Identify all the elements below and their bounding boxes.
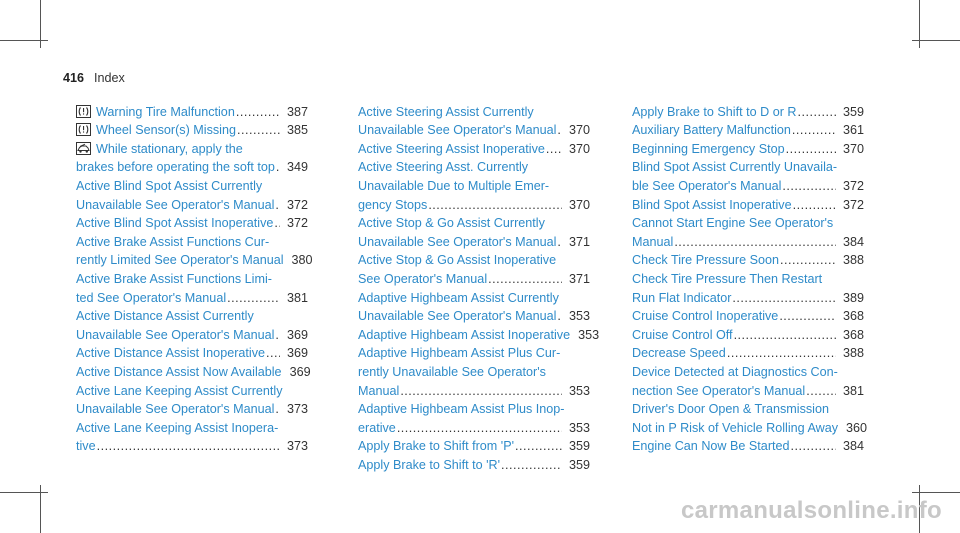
dot-leader <box>557 309 562 323</box>
page-reference[interactable]: 370 <box>568 123 590 138</box>
index-entry-line <box>76 100 308 119</box>
index-entry-line <box>358 119 590 138</box>
dot-leader <box>400 384 562 398</box>
index-entry-text[interactable]: Wheel Sensor(s) Missing <box>96 123 236 138</box>
page-reference[interactable]: 384 <box>842 234 864 249</box>
index-entry-line <box>632 156 864 175</box>
index-entry-line <box>76 360 311 379</box>
dot-leader <box>780 253 836 267</box>
index-entry-line <box>632 323 864 342</box>
index-entry-text[interactable]: Unavailable See Operator's Manual <box>76 327 275 342</box>
index-entry-line <box>358 156 590 175</box>
index-entry-text[interactable]: Check Tire Pressure Soon <box>632 253 779 268</box>
index-entry-line <box>76 230 308 249</box>
index-entry-text[interactable]: Adaptive Highbeam Assist Inoperative <box>358 327 571 342</box>
page-header <box>63 71 125 85</box>
page-reference[interactable]: 368 <box>842 327 864 342</box>
page-reference[interactable]: 388 <box>842 346 864 361</box>
index-entry-text[interactable]: Cruise Control Off <box>632 327 733 342</box>
index-entry-text[interactable]: gency Stops <box>358 197 428 212</box>
index-entry[interactable] <box>76 379 308 416</box>
index-entry-line <box>358 379 590 398</box>
dot-leader <box>227 291 280 305</box>
index-entry-text[interactable]: Adaptive Highbeam Assist Plus Inop- <box>358 402 565 417</box>
dot-leader <box>674 235 836 249</box>
index-entry[interactable] <box>76 100 308 119</box>
page-reference[interactable]: 387 <box>286 104 308 119</box>
index-entry-text[interactable]: Adaptive Highbeam Assist Plus Cur- <box>358 346 561 361</box>
index-column-3 <box>632 100 868 454</box>
index-entry-text[interactable]: Not in P Risk of Vehicle Rolling Away <box>632 420 839 435</box>
index-entry-line <box>358 435 590 454</box>
index-entry-line <box>632 286 864 305</box>
dot-leader <box>793 198 836 212</box>
index-entry[interactable] <box>76 230 313 268</box>
page-reference[interactable]: 372 <box>286 216 308 231</box>
index-entry-text[interactable]: Unavailable See Operator's Manual <box>358 234 557 249</box>
dot-leader <box>734 328 836 342</box>
dot-leader <box>488 272 562 286</box>
index-entry[interactable] <box>632 267 864 304</box>
index-entry[interactable] <box>632 193 864 212</box>
index-entry-line <box>76 137 308 156</box>
index-entry-line <box>358 249 590 268</box>
dot-leader <box>798 105 836 119</box>
index-entry-text[interactable]: ble See Operator's Manual <box>632 178 782 193</box>
index-entry-text[interactable]: Unavailable See Operator's Manual <box>76 402 275 417</box>
index-entry-line <box>632 267 864 286</box>
dot-leader <box>806 384 836 398</box>
page-reference[interactable]: 371 <box>568 271 590 286</box>
index-entry-line <box>76 416 308 435</box>
index-entry-text[interactable]: Beginning Emergency Stop <box>632 141 785 156</box>
index-entry-text[interactable]: Adaptive Highbeam Assist Currently <box>358 290 559 305</box>
index-entry-text[interactable]: Active Stop & Go Assist Inoperative <box>358 253 557 268</box>
page-reference[interactable]: 368 <box>842 309 864 324</box>
index-entry-line <box>358 342 590 361</box>
index-entry[interactable] <box>632 398 868 435</box>
index-entry-text[interactable]: Run Flat Indicator <box>632 290 732 305</box>
index-entry-line <box>76 119 308 138</box>
index-entry-text[interactable]: Active Steering Assist Inoperative <box>358 141 545 156</box>
dot-leader <box>237 123 280 137</box>
crop-mark <box>0 492 48 493</box>
index-entry[interactable] <box>632 156 864 193</box>
page-reference[interactable]: 370 <box>842 141 864 156</box>
dot-leader <box>276 160 280 174</box>
index-entry[interactable] <box>358 156 590 212</box>
index-entry-text[interactable]: Unavailable See Operator's Manual <box>358 309 557 324</box>
index-entry-text[interactable]: Active Lane Keeping Assist Inopera- <box>76 420 279 435</box>
index-entry[interactable] <box>76 416 308 453</box>
index-entry-text[interactable]: Active Stop & Go Assist Currently <box>358 216 545 231</box>
page-reference[interactable]: 360 <box>846 420 868 435</box>
index-entry-line <box>76 249 313 268</box>
page-reference[interactable]: 384 <box>842 439 864 454</box>
dot-leader <box>397 421 562 435</box>
dot-leader <box>266 346 280 360</box>
index-entry[interactable] <box>358 323 600 342</box>
page-reference[interactable]: 353 <box>578 327 600 342</box>
page-reference[interactable]: 353 <box>568 383 590 398</box>
index-entry-line <box>632 342 864 361</box>
index-entry-line <box>632 416 868 435</box>
index-entry-text[interactable]: Unavailable See Operator's Manual <box>358 123 557 138</box>
dot-leader <box>782 179 836 193</box>
page-reference[interactable]: 381 <box>286 290 308 305</box>
dot-leader <box>779 309 836 323</box>
index-entry[interactable] <box>76 212 308 231</box>
page-reference[interactable]: 372 <box>842 178 864 193</box>
index-entry-line <box>358 360 590 379</box>
index-entry-text[interactable]: Manual <box>358 383 400 398</box>
index-entry-line <box>76 286 308 305</box>
index-entry-text[interactable]: Engine Can Now Be Started <box>632 439 790 454</box>
car-top-icon <box>76 142 96 156</box>
index-entry-text[interactable]: See Operator's Manual <box>358 271 488 286</box>
index-entry-line <box>632 137 864 156</box>
tire-warning-icon <box>76 105 96 119</box>
tire-warning-icon <box>76 123 96 137</box>
index-entry[interactable] <box>358 100 590 137</box>
page-reference[interactable]: 373 <box>286 439 308 454</box>
index-entry[interactable] <box>358 398 590 435</box>
index-entry-line <box>632 230 864 249</box>
index-entry-line <box>76 212 308 231</box>
index-entry-line <box>358 453 590 472</box>
index-entry[interactable] <box>358 453 590 472</box>
index-entry-line <box>358 212 590 231</box>
page-reference[interactable]: 381 <box>842 383 864 398</box>
dot-leader <box>515 439 562 453</box>
index-entry-text[interactable]: Apply Brake to Shift from 'P' <box>358 439 514 454</box>
index-entry-text[interactable]: Active Distance Assist Inoperative <box>76 346 265 361</box>
index-entry-line <box>76 305 308 324</box>
index-entry-text[interactable]: Unavailable See Operator's Manual <box>76 197 275 212</box>
index-entry[interactable] <box>358 286 590 323</box>
index-entry-text[interactable]: Manual <box>632 234 674 249</box>
watermark: carmanualsonline.info <box>680 497 942 524</box>
page-reference[interactable]: 369 <box>289 364 311 379</box>
index-entry-line <box>76 342 308 361</box>
index-entry-line <box>358 416 590 435</box>
index-entry-line <box>76 174 308 193</box>
page-reference[interactable]: 385 <box>286 123 308 138</box>
index-entry[interactable] <box>632 212 864 249</box>
index-entry-line <box>632 193 864 212</box>
index-entry[interactable] <box>632 249 864 268</box>
index-entry-text[interactable]: Device Detected at Diagnostics Con- <box>632 364 838 379</box>
index-entry-line <box>76 323 308 342</box>
dot-leader <box>557 123 562 137</box>
index-entry-text[interactable]: Check Tire Pressure Then Restart <box>632 271 823 286</box>
index-entry[interactable] <box>632 435 864 454</box>
dot-leader <box>274 216 280 230</box>
section-title: Index <box>94 71 125 85</box>
index-entry-line <box>358 193 590 212</box>
index-entry-text[interactable]: Blind Spot Assist Inoperative <box>632 197 792 212</box>
page-reference[interactable]: 388 <box>842 253 864 268</box>
index-entry-line <box>632 435 864 454</box>
page-reference[interactable]: 361 <box>842 123 864 138</box>
dot-leader <box>791 439 836 453</box>
index-entry[interactable] <box>76 174 308 211</box>
index-entry-line <box>632 398 864 417</box>
index-entry-line <box>632 119 864 138</box>
index-entry-line <box>358 230 590 249</box>
index-entry-line <box>76 398 308 417</box>
index-entry-text[interactable]: Active Blind Spot Assist Inoperative <box>76 216 274 231</box>
page-reference[interactable]: 380 <box>291 253 313 268</box>
index-entry-text[interactable]: Active Steering Asst. Currently <box>358 160 529 175</box>
index-entry[interactable] <box>358 342 590 398</box>
page-reference[interactable]: 372 <box>842 197 864 212</box>
index-entry-text[interactable]: rently Limited See Operator's Manual <box>76 253 284 268</box>
index-entry-text[interactable]: Warning Tire Malfunction <box>96 104 235 119</box>
index-entry-text[interactable]: Decrease Speed <box>632 346 726 361</box>
index-entry[interactable] <box>358 249 590 286</box>
crop-mark <box>0 40 48 41</box>
page-reference[interactable]: 353 <box>568 420 590 435</box>
dot-leader <box>732 291 836 305</box>
index-entry[interactable] <box>632 342 864 361</box>
index-entry-line <box>358 174 590 193</box>
dot-leader <box>275 198 280 212</box>
index-entry-line <box>76 267 308 286</box>
index-entry[interactable] <box>76 137 308 174</box>
index-entry[interactable] <box>358 435 590 454</box>
index-entry-text[interactable]: Blind Spot Assist Currently Unavaila- <box>632 160 838 175</box>
index-entry-line <box>358 137 590 156</box>
page-reference[interactable]: 371 <box>568 234 590 249</box>
index-entry[interactable] <box>358 137 590 156</box>
index-entry[interactable] <box>76 119 308 138</box>
index-column-1 <box>76 100 313 454</box>
index-entry-line <box>632 360 864 379</box>
index-entry-line <box>632 100 864 119</box>
index-entry-line <box>632 212 864 231</box>
index-entry-text[interactable]: Auxiliary Battery Malfunction <box>632 123 791 138</box>
index-entry-text[interactable]: Driver's Door Open & Transmission <box>632 402 829 417</box>
index-entry-line <box>358 100 590 119</box>
index-entry[interactable] <box>632 360 864 397</box>
index-column-2 <box>358 100 600 472</box>
index-entry-text[interactable]: Active Brake Assist Functions Cur- <box>76 234 270 249</box>
index-entry-line <box>358 323 600 342</box>
crop-mark <box>912 40 960 41</box>
index-entry[interactable] <box>632 323 864 342</box>
dot-leader <box>275 328 280 342</box>
page-reference[interactable]: 353 <box>568 309 590 324</box>
page-reference[interactable]: 369 <box>286 327 308 342</box>
dot-leader <box>428 198 562 212</box>
index-entry-text[interactable]: Active Distance Assist Now Available <box>76 364 282 379</box>
page-reference[interactable]: 389 <box>842 290 864 305</box>
crop-mark <box>912 492 960 493</box>
dot-leader <box>727 346 836 360</box>
dot-leader <box>236 105 280 119</box>
index-entry-text[interactable]: Cannot Start Engine See Operator's <box>632 216 834 231</box>
index-entry-text[interactable]: Active Brake Assist Functions Limi- <box>76 271 272 286</box>
page-reference[interactable]: 370 <box>568 197 590 212</box>
page-reference[interactable]: 369 <box>286 346 308 361</box>
index-entry[interactable] <box>76 305 308 342</box>
index-entry-text[interactable]: nection See Operator's Manual <box>632 383 806 398</box>
index-entry-text[interactable]: Active Blind Spot Assist Currently <box>76 178 263 193</box>
index-entry-text[interactable]: Active Lane Keeping Assist Currently <box>76 383 283 398</box>
index-entry[interactable] <box>632 119 864 138</box>
page-number: 416 <box>63 71 85 85</box>
index-entry-text[interactable]: erative <box>358 420 396 435</box>
index-entry-line <box>632 174 864 193</box>
index-entry[interactable] <box>632 137 864 156</box>
index-entry-line <box>76 435 308 454</box>
dot-leader <box>275 402 280 416</box>
index-entry-line <box>76 193 308 212</box>
index-entry[interactable] <box>76 360 311 379</box>
page-reference[interactable]: 359 <box>568 439 590 454</box>
page-reference[interactable]: 370 <box>568 141 590 156</box>
index-entry-text[interactable]: Cruise Control Inoperative <box>632 309 779 324</box>
index-entry-line <box>632 379 864 398</box>
index-entry-line <box>358 398 590 417</box>
index-entry-text[interactable]: Apply Brake to Shift to 'R' <box>358 457 501 472</box>
index-entry-line <box>358 305 590 324</box>
dot-leader <box>546 142 562 156</box>
index-entry-text[interactable]: rently Unavailable See Operator's <box>358 364 546 379</box>
index-entry-line <box>632 249 864 268</box>
index-entry[interactable] <box>632 305 864 324</box>
dot-leader <box>557 235 562 249</box>
index-entry-line <box>76 379 308 398</box>
dot-leader <box>501 458 562 472</box>
page-reference[interactable]: 372 <box>286 197 308 212</box>
page-reference[interactable]: 349 <box>286 160 308 175</box>
index-entry-text[interactable]: Apply Brake to Shift to D or R <box>632 104 797 119</box>
index-entry-line <box>358 286 590 305</box>
index-entry-text[interactable]: ted See Operator's Manual <box>76 290 227 305</box>
index-entry[interactable] <box>632 100 864 119</box>
dot-leader <box>97 439 280 453</box>
index-entry[interactable] <box>76 267 308 304</box>
dot-leader <box>786 142 836 156</box>
index-entry-text[interactable]: tive <box>76 439 96 454</box>
page-reference[interactable]: 359 <box>568 457 590 472</box>
dot-leader <box>792 123 836 137</box>
index-entry-text[interactable]: Active Distance Assist Currently <box>76 309 254 324</box>
page-reference[interactable]: 359 <box>842 104 864 119</box>
index-entry-line <box>632 305 864 324</box>
index-entry[interactable] <box>358 212 590 249</box>
index-entry-text[interactable]: While stationary, apply the <box>96 141 243 156</box>
index-entry-text[interactable]: brakes before operating the soft top <box>76 160 275 175</box>
index-entry[interactable] <box>76 342 308 361</box>
index-entry-text[interactable]: Unavailable Due to Multiple Emer- <box>358 178 550 193</box>
index-entry-line <box>76 156 308 175</box>
index-entry-line <box>358 267 590 286</box>
index-entry-text[interactable]: Active Steering Assist Currently <box>358 104 534 119</box>
page-reference[interactable]: 373 <box>286 402 308 417</box>
